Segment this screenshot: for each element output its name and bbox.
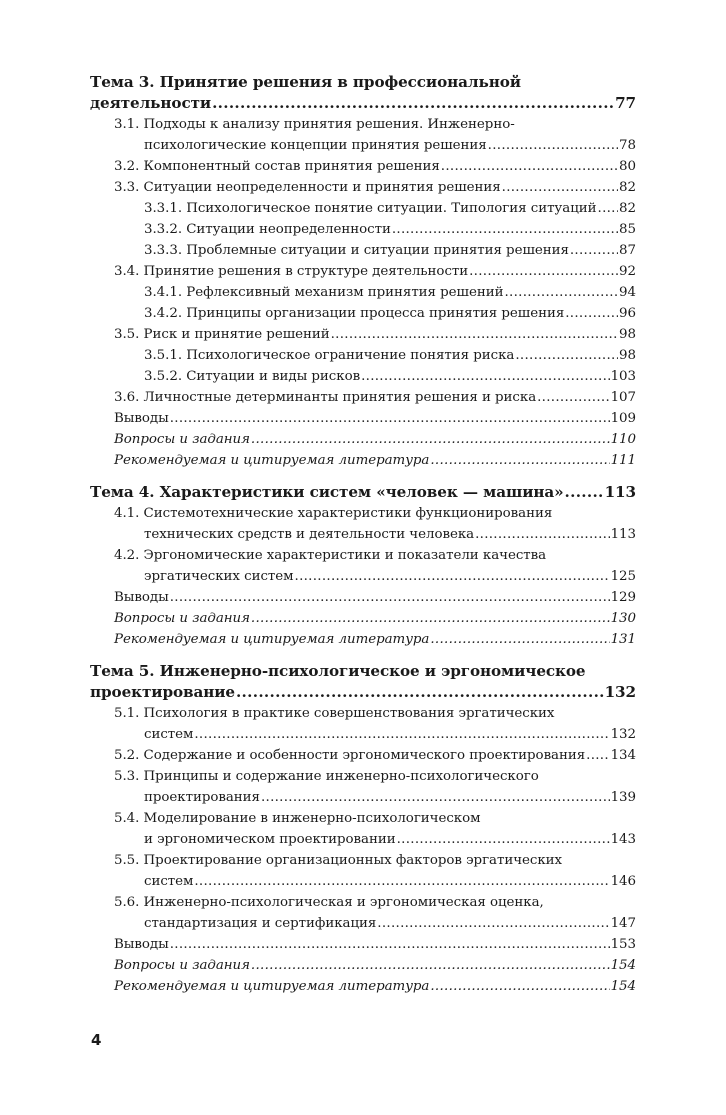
- topic-heading-text: проектирование: [90, 683, 235, 701]
- toc-entry-text: Выводы: [114, 590, 169, 605]
- page-reference: 139: [610, 790, 636, 805]
- topic-heading-text: Тема 3. Принятие решения в профессиональной: [90, 73, 521, 91]
- dot-leader: [537, 387, 609, 408]
- toc-entry[interactable]: [90, 303, 636, 324]
- toc-entry-text: Рекомендуемая и цитируемая литература: [114, 979, 430, 994]
- dot-leader: [392, 219, 618, 240]
- toc-entry-text: Вопросы и задания: [114, 432, 250, 447]
- dot-leader: [194, 871, 609, 892]
- toc-entry-text: 3.5.1. Психологическое ограничение понятия риска: [144, 348, 515, 363]
- toc-entry[interactable]: [90, 282, 636, 303]
- page-reference: 92: [619, 264, 636, 279]
- dot-leader: [170, 934, 610, 955]
- toc-entry[interactable]: [90, 703, 636, 745]
- toc-topic: [90, 72, 636, 471]
- toc-entry[interactable]: [90, 408, 636, 429]
- dot-leader: [430, 450, 609, 471]
- toc-topic: [90, 482, 636, 650]
- dot-leader: [331, 324, 618, 345]
- page-reference: 98: [619, 348, 636, 363]
- dot-leader: [570, 240, 618, 261]
- toc-entry-text: 5.5. Проектирование организационных факторов эргатических: [114, 853, 563, 868]
- toc-entry[interactable]: [90, 955, 636, 976]
- toc-entry-text: систем: [144, 874, 194, 889]
- dot-leader: [504, 282, 618, 303]
- page-reference: 153: [610, 937, 636, 952]
- topic-heading-text: Тема 4. Характеристики систем «человек — машина»: [90, 483, 564, 501]
- page-reference: 111: [610, 453, 636, 468]
- dot-leader: [565, 482, 604, 503]
- dot-leader: [212, 93, 614, 114]
- toc-entry[interactable]: [90, 198, 636, 219]
- toc-entry-text: 3.4.2. Принципы организации процесса принятия решения: [144, 306, 565, 321]
- dot-leader: [194, 724, 609, 745]
- page-reference: 132: [610, 727, 636, 742]
- toc-entry[interactable]: [90, 177, 636, 198]
- toc-entry-text: систем: [144, 727, 194, 742]
- dot-leader: [475, 524, 610, 545]
- page-reference: 98: [619, 327, 636, 342]
- toc-entry[interactable]: [90, 114, 636, 156]
- page-reference: 113: [604, 483, 636, 501]
- topic-heading-text: деятельности: [90, 94, 212, 112]
- toc-entry-text: 3.3. Ситуации неопределенности и принятия решения: [114, 180, 501, 195]
- topic-heading[interactable]: [90, 72, 636, 114]
- toc-entry-text: 3.1. Подходы к анализу принятия решения. Инженерно-: [114, 117, 515, 132]
- toc-entry-text: Вопросы и задания: [114, 958, 250, 973]
- dot-leader: [261, 787, 610, 808]
- page-reference: 82: [619, 180, 636, 195]
- toc-entry[interactable]: [90, 745, 636, 766]
- dot-leader: [251, 608, 610, 629]
- page-reference: 110: [610, 432, 636, 447]
- toc-entry-text: 3.2. Компонентный состав принятия решения: [114, 159, 440, 174]
- toc-entry-text: эргатических систем: [144, 569, 294, 584]
- table-of-contents: [90, 72, 636, 1008]
- page-number: 4: [91, 1031, 102, 1049]
- page-reference: 143: [610, 832, 636, 847]
- dot-leader: [295, 566, 610, 587]
- toc-entry-text: Выводы: [114, 937, 169, 952]
- toc-entry-text: 3.5. Риск и принятие решений: [114, 327, 330, 342]
- page-reference: 107: [610, 390, 636, 405]
- toc-entry[interactable]: [90, 450, 636, 471]
- dot-leader: [565, 303, 618, 324]
- toc-entry-text: 5.3. Принципы и содержание инженерно-психологического: [114, 769, 539, 784]
- page-reference: 109: [610, 411, 636, 426]
- page-reference: 82: [619, 201, 636, 216]
- toc-entry-text: 5.1. Психология в практике совершенствования эргатических: [114, 706, 555, 721]
- page-reference: 132: [604, 683, 636, 701]
- toc-entry[interactable]: [90, 240, 636, 261]
- toc-entry[interactable]: [90, 766, 636, 808]
- page-reference: 131: [610, 632, 636, 647]
- toc-entry[interactable]: [90, 808, 636, 850]
- dot-leader: [502, 177, 618, 198]
- toc-entry[interactable]: [90, 387, 636, 408]
- toc-entry[interactable]: [90, 976, 636, 997]
- topic-heading-text: Тема 5. Инженерно-психологическое и эргономическое: [90, 662, 586, 680]
- dot-leader: [469, 261, 618, 282]
- toc-entry[interactable]: [90, 608, 636, 629]
- toc-entry-text: 3.5.2. Ситуации и виды рисков: [144, 369, 361, 384]
- toc-entry[interactable]: [90, 503, 636, 545]
- topic-heading[interactable]: [90, 482, 636, 503]
- toc-entry-text: и эргономическом проектировании: [144, 832, 396, 847]
- dot-leader: [251, 955, 610, 976]
- toc-entry-text: Рекомендуемая и цитируемая литература: [114, 453, 430, 468]
- dot-leader: [236, 682, 604, 703]
- toc-entry-text: Вопросы и задания: [114, 611, 250, 626]
- toc-entry-text: психологические концепции принятия решения: [144, 138, 487, 153]
- dot-leader: [488, 135, 618, 156]
- page-reference: 113: [610, 527, 636, 542]
- dot-leader: [170, 408, 610, 429]
- toc-entry-text: 4.2. Эргономические характеристики и показатели качества: [114, 548, 547, 563]
- page-reference: 134: [610, 748, 636, 763]
- page-reference: 78: [619, 138, 636, 153]
- page-reference: 129: [610, 590, 636, 605]
- toc-topic: [90, 661, 636, 997]
- toc-entry-text: 4.1. Системотехнические характеристики функционирования: [114, 506, 553, 521]
- toc-entry-text: Выводы: [114, 411, 169, 426]
- toc-entry-text: 5.4. Моделирование в инженерно-психологическом: [114, 811, 481, 826]
- page-reference: 80: [619, 159, 636, 174]
- toc-entry-text: 3.3.3. Проблемные ситуации и ситуации принятия решения: [144, 243, 569, 258]
- dot-leader: [586, 745, 609, 766]
- toc-entry-text: 3.3.2. Ситуации неопределенности: [144, 222, 391, 237]
- toc-entry[interactable]: [90, 219, 636, 240]
- dot-leader: [515, 345, 618, 366]
- toc-entry-text: 5.2. Содержание и особенности эргономического проектирования: [114, 748, 586, 763]
- toc-entry-text: стандартизация и сертификация: [144, 916, 377, 931]
- toc-entry[interactable]: [90, 156, 636, 177]
- page-reference: 96: [619, 306, 636, 321]
- page-reference: 94: [619, 285, 636, 300]
- toc-entry-text: 3.4.1. Рефлексивный механизм принятия решений: [144, 285, 504, 300]
- toc-entry-text: 3.3.1. Психологическое понятие ситуации. Типология ситуаций: [144, 201, 597, 216]
- toc-entry-text: проектирования: [144, 790, 260, 805]
- dot-leader: [397, 829, 610, 850]
- dot-leader: [377, 913, 609, 934]
- toc-entry[interactable]: [90, 934, 636, 955]
- toc-entry[interactable]: [90, 366, 636, 387]
- toc-entry[interactable]: [90, 587, 636, 608]
- toc-entry[interactable]: [90, 345, 636, 366]
- toc-entry[interactable]: [90, 545, 636, 587]
- toc-entry-text: 3.6. Личностные детерминанты принятия решения и риска: [114, 390, 537, 405]
- page-reference: 154: [610, 958, 636, 973]
- toc-entry[interactable]: [90, 892, 636, 934]
- toc-entry[interactable]: [90, 324, 636, 345]
- page-reference: 146: [610, 874, 636, 889]
- toc-entry[interactable]: [90, 850, 636, 892]
- page-reference: 87: [619, 243, 636, 258]
- page-reference: 147: [610, 916, 636, 931]
- dot-leader: [361, 366, 610, 387]
- dot-leader: [598, 198, 619, 219]
- toc-entry[interactable]: [90, 261, 636, 282]
- dot-leader: [430, 976, 609, 997]
- page-reference: 77: [615, 94, 636, 112]
- toc-entry-text: 3.4. Принятие решения в структуре деятельности: [114, 264, 469, 279]
- page-reference: 154: [610, 979, 636, 994]
- toc-entry-text: Рекомендуемая и цитируемая литература: [114, 632, 430, 647]
- toc-entry-text: 5.6. Инженерно-психологическая и эргономическая оценка,: [114, 895, 544, 910]
- dot-leader: [441, 156, 618, 177]
- dot-leader: [251, 429, 610, 450]
- page-reference: 85: [619, 222, 636, 237]
- page-reference: 103: [610, 369, 636, 384]
- page-reference: 125: [610, 569, 636, 584]
- page-reference: 130: [610, 611, 636, 626]
- toc-entry-text: технических средств и деятельности человека: [144, 527, 475, 542]
- toc-entry[interactable]: [90, 629, 636, 650]
- topic-heading[interactable]: [90, 661, 636, 703]
- dot-leader: [170, 587, 610, 608]
- dot-leader: [430, 629, 609, 650]
- toc-entry[interactable]: [90, 429, 636, 450]
